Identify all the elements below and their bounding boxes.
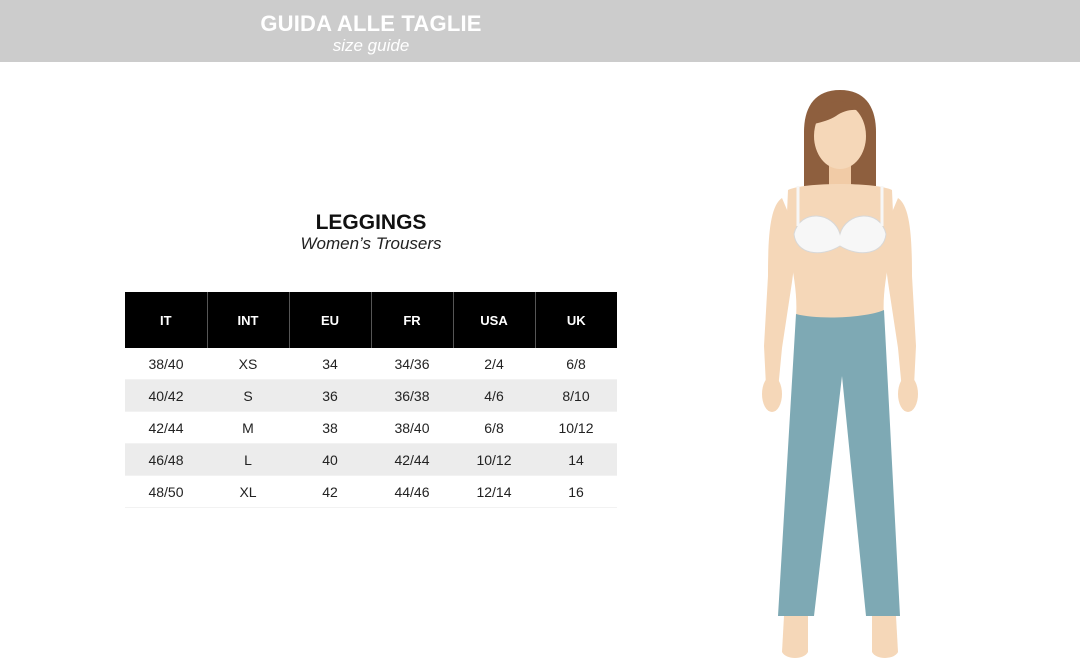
table-header-row [125,292,617,348]
banner-subtitle: size guide [332,36,410,55]
table-cell: 8/10 [535,380,617,412]
column-header-int: INT [207,292,289,348]
table-cell: 48/50 [125,476,207,508]
table-cell: 40 [289,444,371,476]
table-cell: 34/36 [371,348,453,380]
table-cell: 40/42 [125,380,207,412]
table-cell: 36/38 [371,380,453,412]
table-cell: 42 [289,476,371,508]
table-row [125,444,617,476]
table-cell: 6/8 [453,412,535,444]
table-cell: 46/48 [125,444,207,476]
column-header-eu: EU [289,292,371,348]
table-row [125,476,617,508]
table-cell: 38/40 [371,412,453,444]
column-header-it: IT [125,292,207,348]
table-cell: 34 [289,348,371,380]
table-cell: S [207,380,289,412]
table-cell: 36 [289,380,371,412]
table-cell: XL [207,476,289,508]
table-cell: 2/4 [453,348,535,380]
table-cell: 42/44 [125,412,207,444]
banner-title: GUIDA ALLE TAGLIE [260,11,482,36]
table-row [125,348,617,380]
table-cell: XS [207,348,289,380]
table-cell: 42/44 [371,444,453,476]
table-cell: 12/14 [453,476,535,508]
table-row [125,412,617,444]
section-subtitle: Women’s Trousers [300,234,442,253]
table-cell: 44/46 [371,476,453,508]
table-cell: 38 [289,412,371,444]
column-header-usa: USA [453,292,535,348]
table-cell: L [207,444,289,476]
table-cell: 16 [535,476,617,508]
table-cell: 10/12 [453,444,535,476]
woman-figure-illustration [748,86,932,662]
column-header-fr: FR [371,292,453,348]
section-title: LEGGINGS [315,211,427,234]
table-cell: M [207,412,289,444]
table-cell: 38/40 [125,348,207,380]
table-cell: 4/6 [453,380,535,412]
column-header-uk: UK [535,292,617,348]
table-row [125,380,617,412]
woman-figure-icon [748,86,932,662]
size-table [125,292,617,508]
table-cell: 14 [535,444,617,476]
table-cell: 10/12 [535,412,617,444]
header-banner [0,0,1080,62]
table-cell: 6/8 [535,348,617,380]
